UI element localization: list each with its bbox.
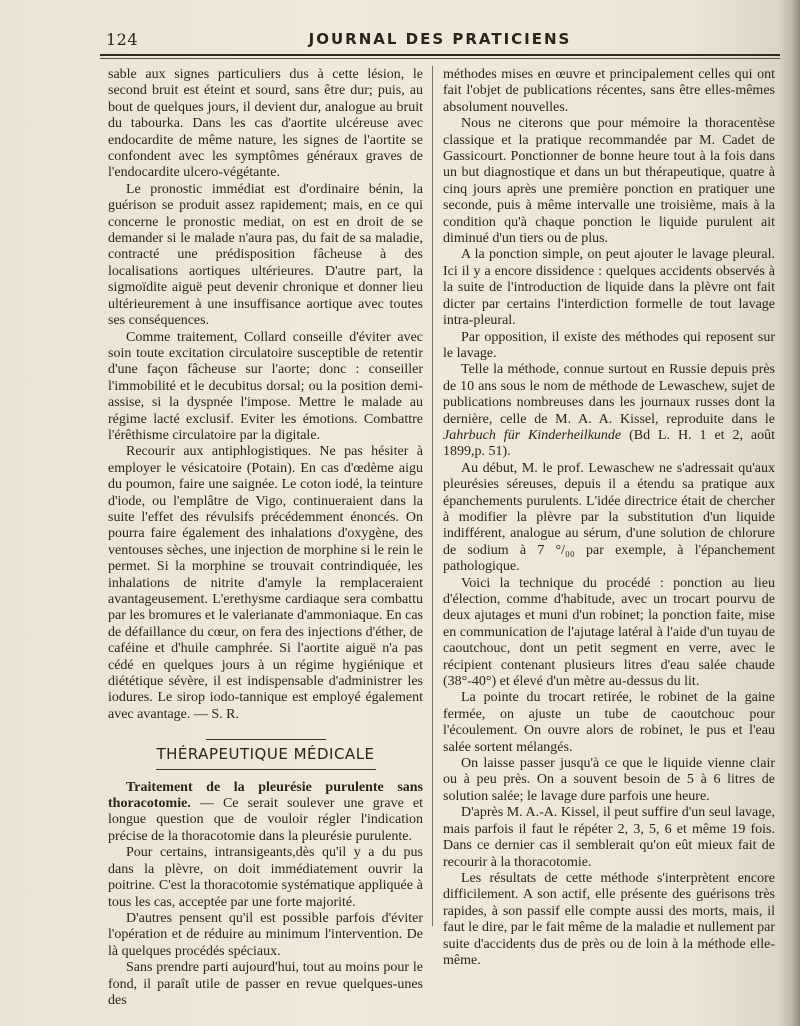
left-column bbox=[108, 67, 423, 1009]
section-title: THÉRAPEUTIQUE MÉDICALE bbox=[156, 745, 375, 764]
paragraph: Au début, M. le prof. Lewaschew ne s'adressait qu'aux pleurésies séreuses, depuis il a étendu sa pratique aux épanchements purulents. L'idée directrice était de chercher à modifier la plèvre par la substitution d'un liquide indifférent, analogue au sérum, d'une solution de chlorure de sodium à 7 °/₀₀ par exemple, à l'épanchement pathologique. bbox=[443, 460, 775, 575]
paragraph: D'après M. A.-A. Kissel, il peut suffire d'un seul lavage, mais parfois il faut le répéter 2, 3, 5, 6 et même 19 fois. Dans ce dernier cas il semblerait qu'on eût mieux fait de recourir à la thoracotomie. bbox=[443, 805, 775, 870]
text-run: Telle la méthode, connue surtout en Russie depuis près de 10 ans sous le nom de méthode de Lewaschew, sujet de publications nombreuses dans les journaux russes dont la dernière, celle de M. A. A. Kissel, reproduite dans le bbox=[443, 362, 775, 427]
paragraph: Pour certains, intransigeants,dès qu'il y a du pus dans la plèvre, on doit immédiatement ouvrir la poitrine. C'est la thoracotomie systématique appliquée à tous les cas, acceptée par une forte majorité. bbox=[108, 845, 423, 910]
journal-citation: Jahrbuch für Kinderheilkunde bbox=[443, 427, 622, 443]
column-divider bbox=[432, 66, 433, 926]
paragraph: Sans prendre parti aujourd'hui, tout au moins pour le fond, il paraît utile de passer en revue quelques-unes des bbox=[108, 960, 423, 1008]
paragraph: Nous ne citerons que pour mémoire la thoracentèse classique et la pratique recommandée par M. Cadet de Gassicourt. Ponctionner de bonne heure tout à la fois dans un but diagnostique et dans un but thérapeutique, quatre à cinq jours après une première ponction en pratiquer une seconde, puis à même intervalle une troisième, mais à la condition qu'à chaque ponction le liquide purulent ait diminué d'un tiers ou de plus. bbox=[443, 116, 775, 247]
header-rule bbox=[100, 54, 780, 56]
page-number: 124 bbox=[106, 30, 139, 49]
paragraph: A la ponction simple, on peut ajouter le lavage pleural. Ici il y a encore dissidence : quelques accidents observés à la suite de l'introduction de liquide dans la plèvre ont fait dicter par certains l'interdiction formelle de tout lavage intra-pleural. bbox=[443, 247, 775, 329]
paragraph: sable aux signes particuliers dus à cette lésion, le second bruit est éteint et sourd, sans être dur; puis, au bout de quelques jours, il devient dur, analogue au bruit du tabourka. Dans les cas d'aortite ulcéreuse avec endocardite de même nature, les signes de l'aortite se confondent avec les symptômes généraux graves de l'endocardite ulcero-végétante. bbox=[108, 67, 423, 181]
article-intro-text: — Ce serait soulever une grave et longue question que de vouloir régler l'indication précise de la thoracotomie dans la pleurésie purulente. bbox=[108, 796, 423, 844]
page-header bbox=[100, 30, 780, 52]
section-heading-block bbox=[108, 739, 423, 769]
paragraph: On laisse passer jusqu'à ce que le liquide vienne clair ou à peu près. On a souvent besoin de 5 à 6 litres de solution salée; le lavage dure parfois une heure. bbox=[443, 756, 775, 804]
paragraph: Comme traitement, Collard conseille d'éviter avec soin toute excitation circulatoire susceptible de retentir d'une façon fâcheuse sur l'aorte; donc : conseiller l'immobilité et le decubitus dorsal; ou la position demi-assise, si la dyspnée l'impose. Mettre le malade au régime lacté exclusif. Eviter les émotions. Combattre l'érêthisme circulatoire par la digitale. bbox=[108, 329, 423, 443]
paragraph: Les résultats de cette méthode s'interprètent encore difficilement. A son actif, elle présente des guérisons très rapides, à son passif elle compte aussi des morts, mais, il faut le dire, par le fait même de la maladie et nullement par suite d'accidents dus de près ou de loin à la méthode elle-même. bbox=[443, 870, 775, 968]
paragraph: Par opposition, il existe des méthodes qui reposent sur le lavage. bbox=[443, 329, 775, 361]
article-first-paragraph bbox=[108, 780, 423, 846]
paragraph: La pointe du trocart retirée, le robinet de la gaine fermée, on ajuste un tube de caoutchouc pour l'écoulement. On ouvre alors de robinet, le pus et l'eau salée sortent mélangés. bbox=[443, 690, 775, 755]
text-run: (Bd L. H. 1 et 2, août 1899,p. 51). bbox=[443, 427, 775, 460]
paragraph: Le pronostic immédiat est d'ordinaire bénin, la guérison se produit assez rapidement; mais, en ce qui concerne le pronostic mediat, on est en droit de se demander si le malade n'aura pas, du fait de sa maladie, contracté une prédisposition fâcheuse à des localisations aortiques ultérieures. D'autre part, la sigmoïdite aiguë peut devenir chronique et donner lieu ultérieurement à une insuffisance aortique avec toutes ses conséquences. bbox=[108, 181, 423, 329]
header-rule-thin bbox=[100, 58, 780, 59]
article-title: Traitement de la pleurésie purulente sans thoracotomie. bbox=[108, 779, 423, 812]
section-rule-bottom bbox=[156, 769, 376, 770]
paragraph: Voici la technique du procédé : ponction au lieu d'élection, comme d'habitude, avec un trocart pourvu de deux ajutages et muni d'un robinet; la ponction faite, mise en communication de l'ajutage latéral à l'aide d'un tuyau de caoutchouc, dont un petit segment en verre, avec le récipient contenant plusieurs litres d'eau salée chaude (38°-40°) et élevé d'un mètre au-dessus du lit. bbox=[443, 575, 775, 690]
page-gutter-shadow bbox=[778, 0, 800, 1026]
paragraph: Recourir aux antiphlogistiques. Ne pas hésiter à employer le vésicatoire (Potain). En cas d'œdème aigu du poumon, faire une saignée. Le coton iodé, la teinture d'iode, ou l'emplâtre de Vigo, continueraient dans la suite l'effet des révulsifs précédemment énoncés. On pourra faire également des inhalations d'oxygène, des ventouses sèches, une injection de morphine si le rein le permet. Si la morphine se trouvait contrindiquée, les inhalations de nitrite d'amyle la remplaceraient avantageusement. L'erethysme cardiaque sera combattu par les bromures et le valerianate d'ammoniaque. En cas de défaillance du cœur, on fera des injections d'éther, de caféine et d'huile camphrée. Si l'aortite aiguë n'a pas cédé en quelques jours à un régime hygiénique et diététique sévère, il est indispensable d'administrer les iodures. Le sirop iodo-tannique est employé également avec avantage. — S. R. bbox=[108, 444, 423, 722]
paragraph bbox=[443, 362, 775, 460]
paragraph: D'autres pensent qu'il est possible parfois d'éviter l'opération et de réduire au minimum l'intervention. De là quelques procédés spéciaux. bbox=[108, 910, 423, 959]
paragraph: méthodes mises en œuvre et principalement celles qui ont fait l'objet de publications récentes, sans être elles-mêmes absolument nouvelles. bbox=[443, 67, 775, 115]
section-rule-top bbox=[206, 739, 326, 740]
journal-title: JOURNAL DES PRATICIENS bbox=[308, 30, 572, 48]
right-column bbox=[443, 67, 775, 969]
